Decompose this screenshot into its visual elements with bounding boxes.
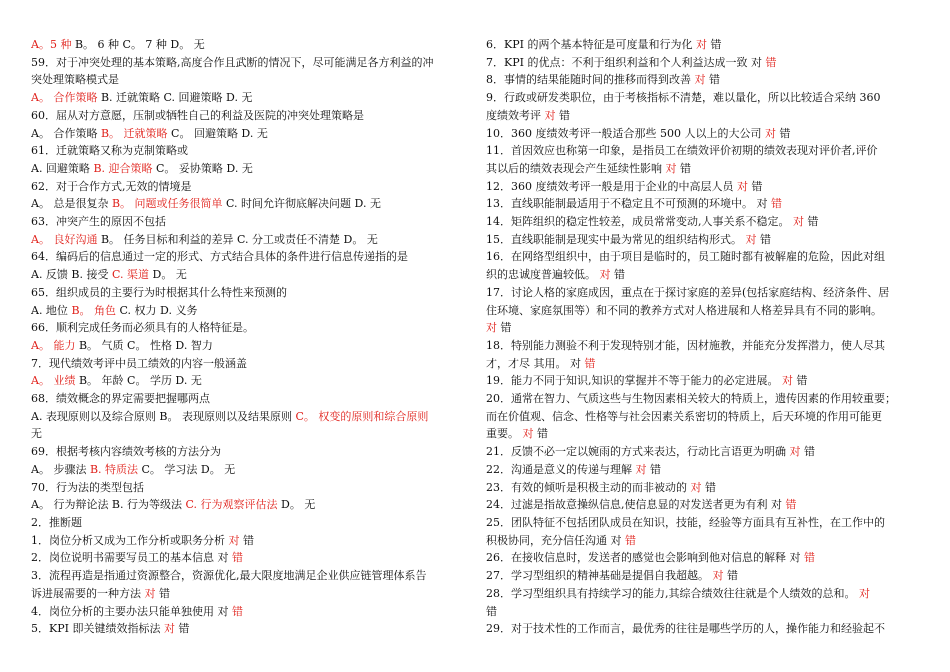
question-text: A。 行为辩论法 B. 行为等级法 (31, 498, 186, 512)
question-text: 4．岗位分析的主要办法只能单独使用 对 (31, 604, 232, 618)
text-line (31, 567, 468, 585)
text-line (486, 142, 920, 160)
answer-text: A。 业绩 (31, 374, 76, 388)
question-text: A。 步骤法 (31, 462, 90, 476)
text-line (486, 479, 920, 497)
question-text: 59．对于冲突处理的基本策略,高度合作且武断的情况下，尽可能满足各方利益的冲 (31, 55, 434, 69)
question-text: 积极协同，充分信任沟通 对 (486, 533, 625, 547)
text-line (486, 372, 920, 390)
text-line (31, 408, 468, 426)
text-line (486, 54, 920, 72)
text-line (486, 620, 920, 638)
question-text: B。 6 种 C。 7 种 D。 无 (71, 38, 205, 51)
text-line (31, 54, 468, 72)
question-text: 错 (756, 232, 771, 246)
question-text: 27．学习型组织的精神基础是提倡自我超越。 (486, 569, 713, 583)
question-text: C。 回避策略 D. 无 (167, 126, 268, 140)
answer-text: 对 (712, 569, 724, 583)
text-line (31, 461, 468, 479)
question-text: 29．对于技术性的工作而言，最优秀的往往是哪些学历的人，操作能力和经验起不 (486, 622, 885, 636)
question-text: 9．行政或研发类职位，由于考核指标不清楚，难以量化，所以比较适合采纳 360 (486, 91, 881, 105)
question-text: 63．冲突产生的原因不包括 (31, 215, 166, 229)
question-text: 66．顺利完成任务而必须具有的人格特征是。 (31, 321, 254, 335)
text-line (31, 107, 468, 125)
text-line (31, 549, 468, 567)
text-line (486, 231, 920, 249)
question-text: 17．讨论人格的家庭成因，重点在于探讨家庭的差异(包括家庭结构、经济条件、居 (486, 285, 890, 299)
question-text: 19．能力不同于知识,知识的掌握并不等于能力的必定进展。 (486, 374, 782, 388)
answer-text: 对 (690, 480, 702, 494)
text-line (31, 355, 468, 373)
text-line (31, 71, 468, 89)
question-text: 2．推断题 (31, 515, 82, 529)
text-line (486, 248, 920, 266)
text-line (486, 284, 920, 302)
text-line (486, 585, 920, 603)
question-text: 7．现代绩效考评中员工绩效的内容一般涵盖 (31, 356, 247, 370)
question-text: B。 气质 C。 性格 D. 智力 (75, 338, 213, 352)
left-column (31, 36, 468, 638)
question-text: 28．学习型组织具有持续学习的能力,其综合绩效往往就是个人绩效的总和。 (486, 586, 859, 600)
answer-text: 错 (625, 533, 636, 547)
question-text: 2．岗位说明书需要写员工的基本信息 对 (31, 551, 232, 565)
text-line (486, 496, 920, 514)
text-line (486, 603, 920, 621)
answer-text: 对 (737, 179, 748, 193)
answer-text: 对 (793, 215, 804, 229)
answer-text: A。 合作策略 (31, 91, 98, 105)
text-line (486, 567, 920, 585)
question-text: 无 (31, 427, 42, 441)
answer-text: A。 能力 (31, 338, 76, 352)
answer-text: 错 (771, 197, 782, 211)
text-line (31, 532, 468, 550)
question-text: C. 时间允许彻底解决问题 D. 无 (222, 197, 381, 211)
question-text: 11．首因效应也称第一印象，是指员工在绩效评价初期的绩效表现对评价者,评价 (486, 144, 878, 158)
text-line (486, 125, 920, 143)
text-line (486, 514, 920, 532)
text-line (486, 71, 920, 89)
answer-text: 对 (665, 161, 677, 175)
question-text: 错 (793, 374, 808, 388)
question-text: A。 总是很复杂 (31, 197, 112, 211)
question-text: 6．KPI 的两个基本特征是可度量和行为化 (486, 38, 696, 51)
question-text: D。 无 (149, 268, 187, 282)
question-text: 而在价值观、信念、性格等与社会因素关系密切的特质上，后天环境的作用可能更 (486, 409, 882, 423)
text-line (486, 213, 920, 231)
answer-text: B。 问题或任务很简单 (111, 197, 223, 211)
question-text: 20．通常在智力、气质这些与生物因素相关较大的特质上，遗传因素的作用较重要； (486, 392, 896, 406)
answer-text: 错 (232, 604, 243, 618)
right-column (486, 36, 920, 638)
question-text: A. 地位 (31, 303, 72, 317)
answer-text: 对 (695, 38, 707, 51)
answer-text: 对 (745, 232, 757, 246)
answer-text: A。5 种 (31, 38, 72, 51)
question-text: 错 (701, 480, 716, 494)
text-line (486, 178, 920, 196)
question-text: 16．在网络型组织中，由于项目是临时的，员工随时都有被解雇的危险，因此对组 (486, 250, 885, 264)
answer-text: B。 角色 (71, 303, 117, 317)
text-line (31, 443, 468, 461)
text-line (31, 425, 468, 443)
text-line (31, 125, 468, 143)
question-text: 错 (555, 108, 570, 122)
question-text: 68．绩效概念的界定需要把握哪两点 (31, 392, 210, 406)
text-line (31, 178, 468, 196)
question-text: A。 合作策略 (31, 126, 101, 140)
text-line (31, 620, 468, 638)
question-text: C. 权力 D. 义务 (116, 303, 198, 317)
text-line (31, 514, 468, 532)
question-text: 12．360 度绩效考评一般是用于企业的中高层人员 (486, 179, 737, 193)
question-text: 23．有效的倾听是积极主动的而非被动的 (486, 480, 691, 494)
text-line (486, 89, 920, 107)
question-text: B。 任务目标和利益的差异 C. 分工或责任不清楚 D。 无 (97, 232, 378, 246)
question-text: 错 (676, 161, 691, 175)
question-text: 22．沟通是意义的传递与理解 (486, 462, 636, 476)
question-text: 5．KPI 即关键绩效指标法 (31, 622, 164, 636)
answer-text: B。 迁就策略 (100, 126, 168, 140)
question-text: 错 (705, 73, 720, 87)
answer-text: 对 (599, 268, 611, 282)
answer-text: 对 (859, 586, 870, 600)
text-line (486, 461, 920, 479)
answer-text: 对 (789, 445, 801, 459)
question-text: 织的忠诚度普遍较低。 (486, 268, 600, 282)
question-text: 其以后的绩效表现会产生延续性影响 (486, 161, 666, 175)
question-text: 7．KPI 的优点：不利于组织利益和个人利益达成一致 对 (486, 55, 766, 69)
text-line (486, 107, 920, 125)
question-text: 诉进展需要的一种方法 (31, 586, 145, 600)
answer-text: A。 良好沟通 (31, 232, 98, 246)
question-text: 错 (486, 604, 497, 618)
text-line (486, 355, 920, 373)
text-line (486, 36, 920, 54)
question-text: 才，才尽 其用。 对 (486, 356, 585, 370)
question-text: 错 (706, 38, 722, 51)
answer-text: 对 (163, 622, 175, 636)
text-line (486, 549, 920, 567)
question-text: 错 (155, 586, 170, 600)
text-line (486, 319, 920, 337)
question-text: 错 (610, 268, 625, 282)
question-text: 10．360 度绩效考评一般适合那些 500 人以上的大公司 (486, 126, 765, 140)
text-line (31, 603, 468, 621)
question-text: 错 (800, 445, 815, 459)
question-text: 62．对于合作方式,无效的情境是 (31, 179, 192, 193)
text-line (31, 266, 468, 284)
question-text: C。 妥协策略 D. 无 (152, 161, 253, 175)
question-text: 24．过滤是指故意操纵信息,使信息显的对发送者更为有利 对 (486, 498, 786, 512)
text-line (31, 231, 468, 249)
question-text: 住环境、家庭氛围等）和不同的教养方式对人格进展和人格差异具有不同的影响。 (486, 303, 882, 317)
answer-text: 错 (765, 55, 777, 69)
question-text: D。 无 (277, 498, 316, 512)
question-text: 65．组织成员的主要行为时根据其什么特性来预测的 (31, 285, 287, 299)
text-line (31, 248, 468, 266)
question-text: 1．岗位分析又成为工作分析或职务分析 (31, 533, 229, 547)
text-line (31, 284, 468, 302)
text-line (486, 302, 920, 320)
text-line (486, 532, 920, 550)
answer-text: 对 (228, 533, 240, 547)
text-line (31, 390, 468, 408)
question-text: 70．行为法的类型包括 (31, 480, 144, 494)
question-text: 69．根据考核内容绩效考核的方法分为 (31, 445, 221, 459)
answer-text: 对 (635, 462, 647, 476)
question-text: 13．直线职能制最适用于不稳定且不可预测的环境中。 对 (486, 197, 771, 211)
question-text: A. 反馈 B. 接受 (31, 268, 113, 282)
question-text: 错 (239, 533, 254, 547)
question-text: 错 (723, 569, 738, 583)
answer-text: 对 (764, 126, 776, 140)
answer-text: B. 特质法 (89, 462, 139, 476)
text-line (486, 337, 920, 355)
text-line (31, 585, 468, 603)
text-line (486, 425, 920, 443)
question-text: A. 表现原则以及综合原则 B。 表现原则以及结果原则 (31, 409, 296, 423)
question-text: 64．编码后的信息通过一定的形式、方式结合具体的条件进行信息传递指的是 (31, 250, 408, 264)
question-text: 错 (748, 179, 763, 193)
text-line (486, 443, 920, 461)
question-text: 3．流程再造是指通过资源整合，资源优化,最大限度地满足企业供应链管理体系告 (31, 569, 427, 583)
text-line (31, 195, 468, 213)
question-text: 突处理策略模式是 (31, 73, 119, 87)
answer-text: 对 (694, 73, 706, 87)
answer-text: 错 (232, 551, 243, 565)
text-line (31, 36, 468, 54)
question-text: 18．特别能力测验不利于发现特别才能，因材施教，并能充分发挥潜力，使人尽其 (486, 338, 885, 352)
answer-text: 错 (804, 551, 815, 565)
question-text: 26．在接收信息时，发送者的感觉也会影响到他对信息的解释 对 (486, 551, 804, 565)
answer-text: 对 (522, 427, 534, 441)
question-text: 度绩效考评 (486, 108, 545, 122)
text-line (31, 302, 468, 320)
answer-text: 错 (584, 356, 596, 370)
question-text: C。 学习法 D。 无 (138, 462, 236, 476)
answer-text: 对 (782, 374, 793, 388)
text-line (31, 372, 468, 390)
text-line (486, 390, 920, 408)
question-text: A. 回避策略 (31, 161, 94, 175)
answer-text: 对 (144, 586, 156, 600)
question-text: B. 迁就策略 C. 回避策略 D. 无 (97, 91, 253, 105)
question-text: 14．矩阵组织的稳定性较差，成员常常变动,人事关系不稳定。 (486, 215, 793, 229)
question-text: 错 (497, 321, 512, 335)
text-line (31, 213, 468, 231)
text-line (31, 319, 468, 337)
question-text: 错 (804, 215, 819, 229)
text-line (486, 266, 920, 284)
text-line (31, 337, 468, 355)
text-line (31, 160, 468, 178)
answer-text: C。 权变的原则和综合原则 (295, 409, 429, 423)
answer-text: 错 (785, 498, 797, 512)
answer-text: C. 行为观察评估法 (185, 498, 278, 512)
text-line (486, 195, 920, 213)
question-text: 61．迁就策略又称为克制策略或 (31, 144, 188, 158)
question-text: 错 (646, 462, 661, 476)
question-text: 15．直线职能制是现实中最为常见的组织结构形式。 (486, 232, 746, 246)
answer-text: 对 (486, 321, 497, 335)
text-line (31, 479, 468, 497)
text-line (31, 496, 468, 514)
text-line (31, 142, 468, 160)
question-text: B。 年龄 C。 学历 D. 无 (75, 374, 202, 388)
question-text: 错 (775, 126, 791, 140)
question-text: 错 (533, 427, 548, 441)
question-text: 25．团队特征不包括团队成员在知识，技能，经验等方面具有互补性，在工作中的 (486, 515, 885, 529)
question-text: 错 (174, 622, 190, 636)
answer-text: C. 渠道 (112, 268, 150, 282)
question-text: 21．反馈不必一定以婉雨的方式来表达，行动比言语更为明确 (486, 445, 790, 459)
question-text: 60．屈从对方意愿，压制或牺牲自己的利益及医院的冲突处理策略是 (31, 108, 364, 122)
answer-text: B. 迎合策略 (93, 161, 153, 175)
text-line (31, 89, 468, 107)
question-text: 8．事情的结果能随时间的推移而得到改善 (486, 73, 695, 87)
text-line (486, 160, 920, 178)
question-text: 重要。 (486, 427, 523, 441)
answer-text: 对 (544, 108, 556, 122)
text-line (486, 408, 920, 426)
